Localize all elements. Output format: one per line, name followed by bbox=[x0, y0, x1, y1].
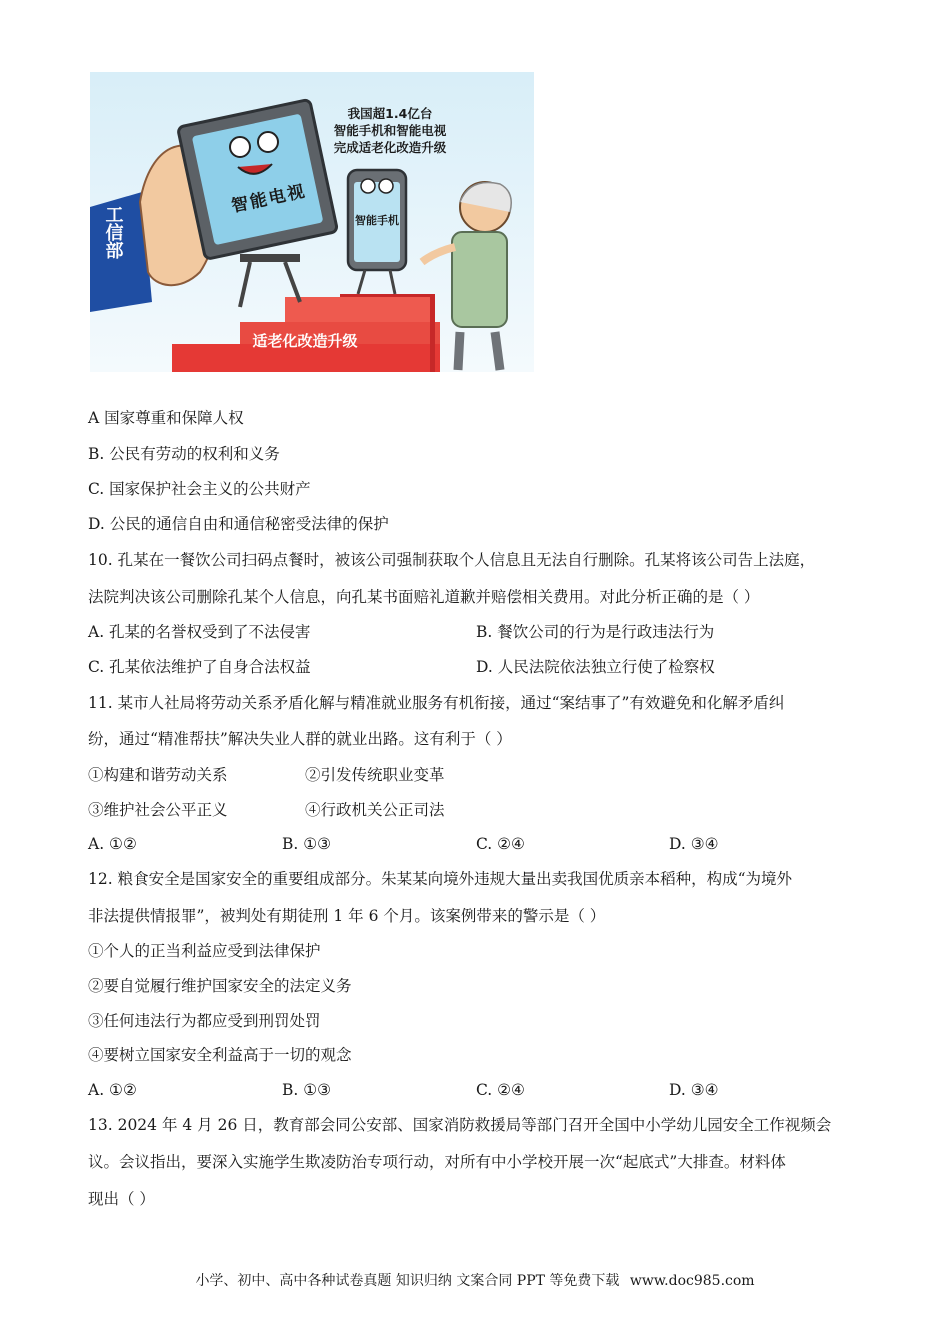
q13-stem-line-3: 现出（ ） bbox=[88, 1190, 155, 1208]
q12-stem-line-1: 12. 粮食安全是国家安全的重要组成部分。朱某某向境外违规大量出卖我国优质亲本稻种，构成“为境外 bbox=[88, 870, 793, 888]
q11-option-d: D. ③④ bbox=[669, 835, 719, 853]
q12-option-a: A. ①② bbox=[88, 1081, 137, 1099]
q10-option-c: C. 孔某依法维护了自身合法权益 bbox=[88, 658, 311, 676]
q12-option-d: D. ③④ bbox=[669, 1081, 719, 1099]
q9-option-a: A 国家尊重和保障人权 bbox=[88, 409, 244, 427]
q11-item-1: ①构建和谐劳动关系 bbox=[88, 766, 228, 784]
comic-svg bbox=[90, 72, 534, 372]
q12-item-2: ②要自觉履行维护国家安全的法定义务 bbox=[88, 977, 352, 995]
q11-item-2: ②引发传统职业变革 bbox=[305, 766, 445, 784]
phone-label: 智能手机 bbox=[355, 214, 399, 227]
stairs-label: 适老化改造升级 bbox=[252, 332, 358, 350]
footer-text: 小学、初中、高中各种试卷真题 知识归纳 文案合同 PPT 等免费下载 bbox=[195, 1273, 620, 1289]
page-footer bbox=[0, 1270, 950, 1290]
q10-stem-line-1: 10. 孔某在一餐饮公司扫码点餐时，被该公司强制获取个人信息且无法自行删除。孔某将该公司告上法庭， bbox=[88, 551, 816, 569]
q11-stem-line-2: 纷，通过“精准帮扶”解决失业人群的就业出路。这有利于（ ） bbox=[88, 730, 512, 748]
q10-stem-line-2: 法院判决该公司删除孔某个人信息，向孔某书面赔礼道歉并赔偿相关费用。对此分析正确的是（ ） bbox=[88, 588, 760, 606]
q12-item-4: ④要树立国家安全利益高于一切的观念 bbox=[88, 1046, 352, 1064]
q10-option-a: A. 孔某的名誉权受到了不法侵害 bbox=[88, 623, 311, 641]
q12-item-3: ③任何违法行为都应受到刑罚处罚 bbox=[88, 1012, 321, 1030]
q12-stem-line-2: 非法提供情报罪”，被判处有期徒刑 1 年 6 个月。该案例带来的警示是（ ） bbox=[88, 907, 606, 925]
q9-option-d: D. 公民的通信自由和通信秘密受法律的保护 bbox=[88, 515, 389, 533]
q12-option-b: B. ①③ bbox=[282, 1081, 332, 1099]
q10-option-d: D. 人民法院依法独立行使了检察权 bbox=[476, 658, 715, 676]
q11-stem-line-1: 11. 某市人社局将劳动关系矛盾化解与精准就业服务有机衔接，通过“案结事了”有效避免和化解矛盾纠 bbox=[88, 694, 785, 712]
comic-illustration bbox=[90, 72, 534, 372]
q13-stem-line-1: 13. 2024 年 4 月 26 日，教育部会同公安部、国家消防救援局等部门召开全国中小学幼儿园安全工作视频会 bbox=[88, 1116, 832, 1134]
tv-label: 智能电视 bbox=[229, 181, 309, 217]
caption-line-1: 我国超1.4亿台 bbox=[347, 106, 433, 121]
caption-line-3: 完成适老化改造升级 bbox=[333, 140, 447, 155]
q12-item-1: ①个人的正当利益应受到法律保护 bbox=[88, 942, 321, 960]
q9-option-b: B. 公民有劳动的权利和义务 bbox=[88, 445, 280, 463]
q10-option-b: B. 餐饮公司的行为是行政违法行为 bbox=[476, 623, 715, 641]
q11-item-3: ③维护社会公平正义 bbox=[88, 801, 228, 819]
sleeve-label: 工信部 bbox=[102, 205, 124, 259]
caption-line-2: 智能手机和智能电视 bbox=[333, 123, 447, 138]
footer-url-link[interactable]: www.doc985.com bbox=[629, 1273, 755, 1289]
q12-option-c: C. ②④ bbox=[476, 1081, 525, 1099]
q11-option-a: A. ①② bbox=[88, 835, 137, 853]
q11-option-c: C. ②④ bbox=[476, 835, 525, 853]
q9-option-c: C. 国家保护社会主义的公共财产 bbox=[88, 480, 311, 498]
q11-option-b: B. ①③ bbox=[282, 835, 332, 853]
q13-stem-line-2: 议。会议指出，要深入实施学生欺凌防治专项行动，对所有中小学校开展一次“起底式”大排查。材料体 bbox=[88, 1153, 786, 1171]
q11-item-4: ④行政机关公正司法 bbox=[305, 801, 445, 819]
